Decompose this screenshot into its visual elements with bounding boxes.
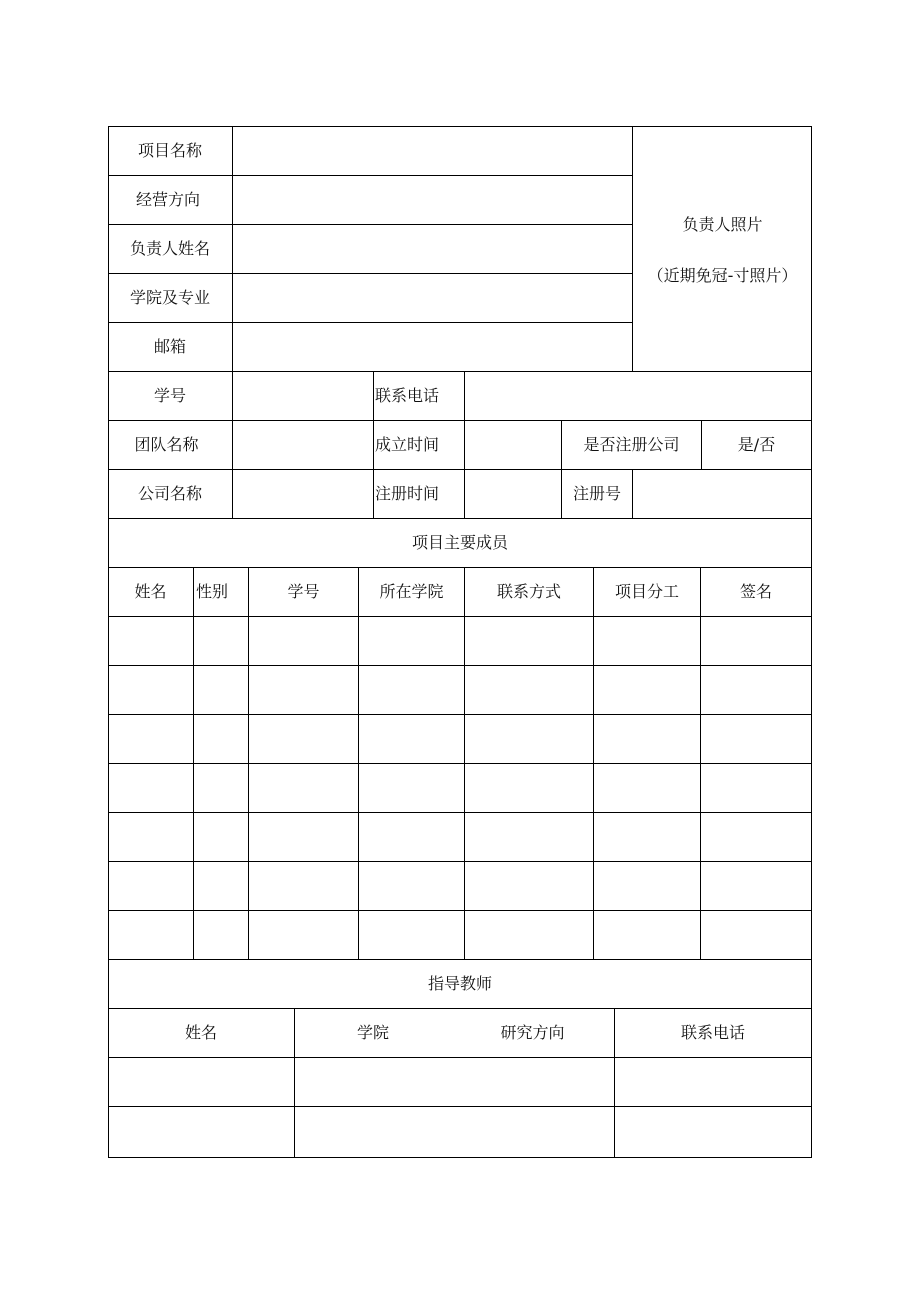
- member-cell[interactable]: [108, 616, 194, 665]
- member-cell[interactable]: [465, 910, 594, 959]
- member-cell[interactable]: [701, 616, 811, 665]
- member-cell[interactable]: [194, 616, 249, 665]
- advisor-section-title: 指导教师: [427, 973, 492, 993]
- team-name-label: 团队名称: [134, 434, 199, 454]
- student-id-label: 学号: [153, 385, 186, 405]
- member-cell[interactable]: [359, 812, 465, 861]
- founded-time-field[interactable]: [465, 421, 561, 469]
- member-cell[interactable]: [359, 665, 465, 714]
- phone-label: 联系电话: [375, 385, 440, 405]
- member-cell[interactable]: [594, 910, 701, 959]
- photo-hint: （近期免冠-寸照片）: [647, 265, 798, 285]
- leader-photo-box[interactable]: [633, 126, 812, 371]
- founded-time-label: 成立时间: [375, 434, 440, 454]
- col-divider: [373, 371, 374, 518]
- company-name-field[interactable]: [233, 470, 373, 518]
- member-cell[interactable]: [249, 861, 359, 910]
- member-cell[interactable]: [359, 714, 465, 763]
- registered-company-label: 是否注册公司: [583, 434, 680, 454]
- member-cell[interactable]: [108, 714, 194, 763]
- member-cell[interactable]: [108, 812, 194, 861]
- members-header-name: 姓名: [134, 581, 167, 601]
- advisor-header-college: 学院: [356, 1022, 389, 1042]
- leader-name-field[interactable]: [233, 225, 632, 273]
- member-cell[interactable]: [701, 714, 811, 763]
- member-cell[interactable]: [249, 616, 359, 665]
- member-cell[interactable]: [465, 714, 594, 763]
- members-header-contact: 联系方式: [496, 581, 561, 601]
- email-field[interactable]: [233, 323, 632, 371]
- business-direction-field[interactable]: [233, 176, 632, 224]
- registration-number-field[interactable]: [633, 470, 811, 518]
- member-cell[interactable]: [249, 763, 359, 812]
- advisor-cell[interactable]: [295, 1057, 615, 1106]
- member-cell[interactable]: [194, 910, 249, 959]
- members-header-student-id: 学号: [287, 581, 320, 601]
- member-cell[interactable]: [194, 714, 249, 763]
- advisor-cell[interactable]: [295, 1106, 615, 1155]
- registration-number-label: 注册号: [572, 483, 621, 503]
- advisor-header-name: 姓名: [184, 1022, 217, 1042]
- member-cell[interactable]: [249, 714, 359, 763]
- member-cell[interactable]: [194, 861, 249, 910]
- members-header-college: 所在学院: [379, 581, 444, 601]
- member-cell[interactable]: [465, 763, 594, 812]
- member-cell[interactable]: [359, 763, 465, 812]
- member-cell[interactable]: [249, 910, 359, 959]
- advisor-cell[interactable]: [615, 1057, 811, 1106]
- member-cell[interactable]: [249, 665, 359, 714]
- member-cell[interactable]: [701, 763, 811, 812]
- member-cell[interactable]: [594, 763, 701, 812]
- members-header-role: 项目分工: [614, 581, 679, 601]
- member-cell[interactable]: [359, 861, 465, 910]
- members-header-signature: 签名: [739, 581, 772, 601]
- member-cell[interactable]: [194, 763, 249, 812]
- project-name-field[interactable]: [233, 127, 632, 175]
- member-cell[interactable]: [108, 665, 194, 714]
- member-cell[interactable]: [194, 812, 249, 861]
- member-cell[interactable]: [701, 910, 811, 959]
- member-cell[interactable]: [594, 861, 701, 910]
- member-cell[interactable]: [465, 812, 594, 861]
- phone-field[interactable]: [465, 372, 811, 420]
- advisor-header-research: 研究方向: [500, 1022, 565, 1042]
- border-bottom: [108, 1157, 812, 1158]
- member-cell[interactable]: [701, 812, 811, 861]
- member-cell[interactable]: [108, 861, 194, 910]
- business-direction-label: 经营方向: [135, 189, 200, 209]
- registered-company-value[interactable]: 是/否: [737, 434, 776, 454]
- member-cell[interactable]: [465, 616, 594, 665]
- company-name-label: 公司名称: [137, 483, 202, 503]
- member-cell[interactable]: [108, 763, 194, 812]
- college-major-field[interactable]: [233, 274, 632, 322]
- members-header-gender: 性别: [196, 581, 229, 601]
- advisor-header-phone: 联系电话: [680, 1022, 745, 1042]
- team-name-field[interactable]: [233, 421, 373, 469]
- member-cell[interactable]: [465, 861, 594, 910]
- member-cell[interactable]: [194, 665, 249, 714]
- registration-form: [108, 126, 812, 1158]
- member-cell[interactable]: [359, 616, 465, 665]
- member-cell[interactable]: [594, 616, 701, 665]
- college-major-label: 学院及专业: [129, 287, 210, 307]
- photo-label: 负责人照片: [682, 214, 763, 234]
- member-cell[interactable]: [594, 714, 701, 763]
- member-cell[interactable]: [594, 812, 701, 861]
- advisor-cell[interactable]: [615, 1106, 811, 1155]
- leader-name-label: 负责人姓名: [129, 238, 210, 258]
- member-cell[interactable]: [249, 812, 359, 861]
- member-cell[interactable]: [594, 665, 701, 714]
- email-label: 邮箱: [153, 336, 186, 356]
- project-name-label: 项目名称: [137, 140, 202, 160]
- member-cell[interactable]: [701, 665, 811, 714]
- members-section-title: 项目主要成员: [411, 532, 508, 552]
- student-id-field[interactable]: [233, 372, 373, 420]
- advisor-cell[interactable]: [108, 1106, 295, 1155]
- registration-time-field[interactable]: [465, 470, 561, 518]
- member-cell[interactable]: [701, 861, 811, 910]
- advisor-cell[interactable]: [108, 1057, 295, 1106]
- member-cell[interactable]: [108, 910, 194, 959]
- member-cell[interactable]: [359, 910, 465, 959]
- member-cell[interactable]: [465, 665, 594, 714]
- registration-time-label: 注册时间: [375, 483, 440, 503]
